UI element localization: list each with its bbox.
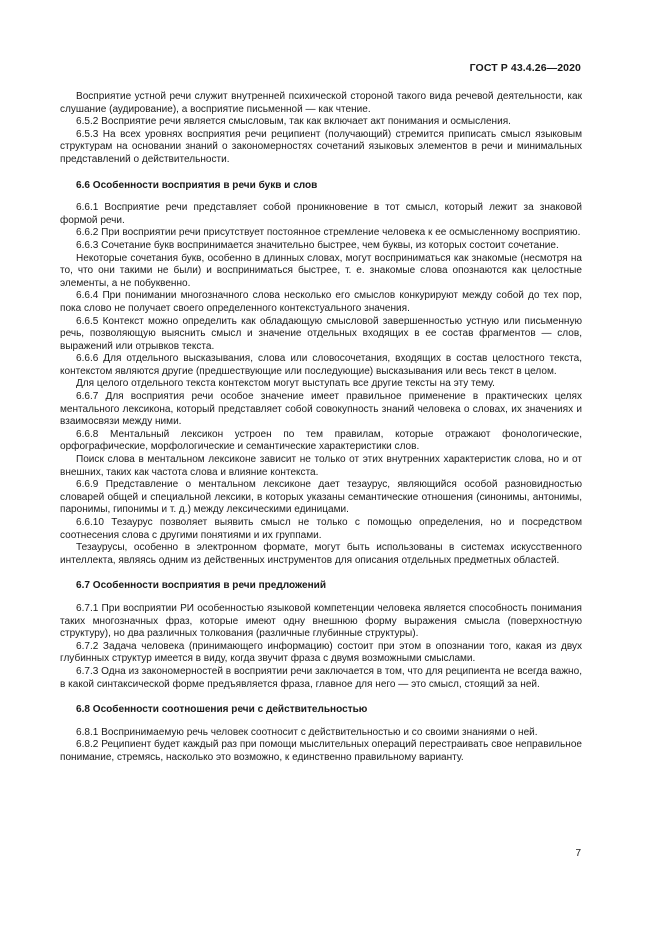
paragraph: 6.6.4 При понимании многозначного слова несколько его смыслов конкурируют между собой до тех пор, пока слово не получает своего определенного контекстуального значения.	[60, 290, 582, 314]
paragraph: 6.7.1 При восприятии РИ особенностью языковой компетенции человека является способность понимания таких многозначных фраз, которые имеют одну внешнюю форму выражения смысла (поверхностную структуру), но два различных толкования (различные глубинные структуры).	[60, 602, 582, 640]
paragraph: Восприятие устной речи служит внутренней психической стороной такого вида речевой деятельности, как слушание (аудирование), а восприятие письменной — как чтение.	[60, 91, 582, 115]
paragraph: 6.7.2 Задача человека (принимающего информацию) состоит при этом в опознании того, какая из двух глубинных структур имеется в виду, когда звучит фраза с двумя возможными смыслами.	[60, 640, 582, 665]
paragraph: 6.6.5 Контекст можно определить как обладающую смысловой завершенностью устную или письменную речь, позволяющую выяснить смысл и значение отдельных входящих в ее состав фрагментов — слов, выражений или отрывков текста.	[60, 315, 582, 352]
page-number: 7	[575, 848, 581, 859]
paragraph: 6.6.8 Ментальный лексикон устроен по тем правилам, которые отражают фонологические, орфографические, морфологические и семантические характеристики слов.	[60, 428, 582, 453]
section-heading-6-8: 6.8 Особенности соотношения речи с действительностью	[76, 704, 368, 716]
section-heading-6-6: 6.6 Особенности восприятия в речи букв и слов	[76, 179, 318, 191]
paragraph: Тезаурусы, особенно в электронном формате, могут быть использованы в системах искусственного интеллекта, являясь одним из действенных инструментов для описания отдельных предметных областей.	[60, 542, 582, 566]
paragraph: Для целого отдельного текста контекстом могут выступать все другие тексты на эту тему.	[76, 378, 495, 390]
paragraph: 6.8.1 Воспринимаемую речь человек соотносит с действительностью и со своими знаниями о ней.	[76, 726, 538, 738]
paragraph: 6.6.3 Сочетание букв воспринимается значительно быстрее, чем буквы, из которых состоит сочетание.	[76, 239, 559, 251]
paragraph: 6.8.2 Реципиент будет каждый раз при помощи мыслительных операций перестраивать свое неправильное понимание, стремясь, насколько это возможно, к единственно правильному варианту.	[60, 739, 582, 763]
paragraph: 6.5.2 Восприятие речи является смысловым, так как включает акт понимания и осмысления.	[76, 116, 511, 128]
paragraph: 6.7.3 Одна из закономерностей в восприятии речи заключается в том, что для реципиента не всегда важно, в какой синтаксической форме предъявляется фраза, главное для него — это смысл, стоящий за ней.	[60, 665, 582, 690]
paragraph: Некоторые сочетания букв, особенно в длинных словах, могут восприниматься как знакомые (несмотря на то, что они такими не были) и восприниматься быстрее, т. е. знакомые слова опознаются как целостные элементы, а не побуквенно.	[60, 252, 582, 289]
paragraph: Поиск слова в ментальном лексиконе зависит не только от этих внутренних характеристик слова, но и от внешних, таких как частота слова и влияние контекста.	[60, 454, 582, 478]
paragraph: 6.6.7 Для восприятия речи особое значение имеет правильное применение в практических целях ментального лексикона, который представляет собой совокупность знаний человека о словах, их значениях и взаимосвязи между ними.	[60, 391, 582, 428]
paragraph: 6.6.2 При восприятии речи присутствует постоянное стремление человека к ее осмысленному восприятию.	[76, 227, 581, 239]
paragraph: 6.6.9 Представление о ментальном лексиконе дает тезаурус, являющийся особой разновидностью словарей общей и специальной лексики, в которых указаны семантические отношения (синонимы, антонимы, паронимы, гипонимы и т. д.) между лексическими единицами.	[60, 479, 582, 516]
paragraph: 6.5.3 На всех уровнях восприятия речи реципиент (получающий) стремится приписать смысл языковым структурам на основании знаний о закономерностях сочетаний языковых элементов в речи и минимальных представлений о действительности.	[60, 128, 582, 165]
paragraph: 6.6.1 Восприятие речи представляет собой проникновение в тот смысл, который лежит за знаковой формой речи.	[60, 202, 582, 226]
document-header: ГОСТ Р 43.4.26—2020	[469, 62, 581, 74]
section-heading-6-7: 6.7 Особенности восприятия в речи предложений	[76, 580, 327, 592]
paragraph: 6.6.6 Для отдельного высказывания, слова или словосочетания, входящих в состав целостного текста, контекстом являются другие (предшествующие или последующие) высказывания или весь текст в целом.	[60, 353, 582, 377]
document-body	[60, 91, 582, 765]
paragraph: 6.6.10 Тезаурус позволяет выявить смысл не только с помощью определения, но и посредством соотнесения слова с другими понятиями и их группами.	[60, 517, 582, 541]
